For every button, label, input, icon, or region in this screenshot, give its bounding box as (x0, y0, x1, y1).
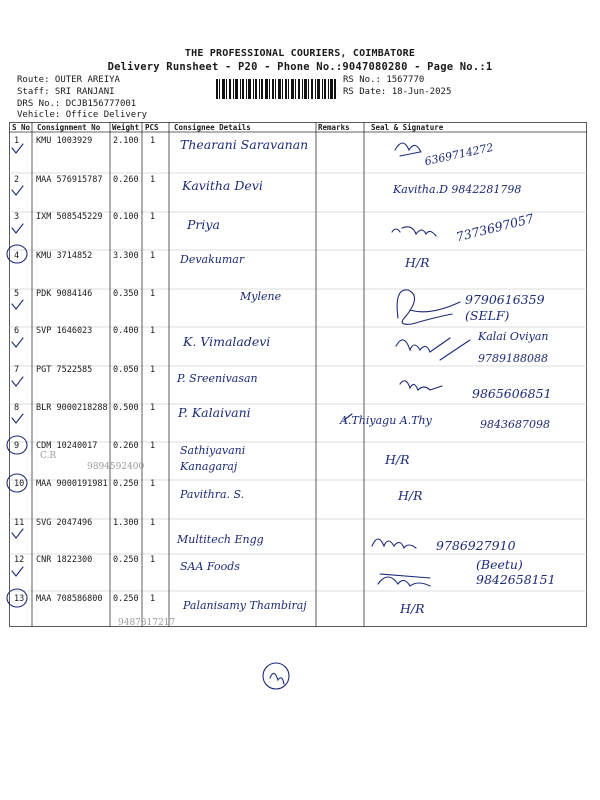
row-weight: 0.350 (113, 289, 139, 299)
col-seal-header: Seal & Signature (371, 123, 444, 132)
row-consignee: Devakumar (180, 253, 245, 266)
row-pcs: 1 (150, 251, 156, 261)
row-weight: 3.300 (113, 251, 139, 261)
row-consignment: SVP 1646023 (36, 326, 93, 336)
route-field: Route: OUTER AREIYA (17, 75, 120, 85)
col-consignment-header: Consignment No (37, 123, 101, 132)
row-pcs: 1 (150, 441, 156, 451)
row-consignment: BLR 9000218288 (36, 403, 108, 413)
row-consignment: IXM 508545229 (36, 212, 103, 222)
row-consignee: Priya (187, 217, 220, 232)
row-pcs: 1 (150, 594, 156, 604)
row-seal-note: Kalai Oviyan 9789188088 (478, 330, 549, 365)
col-consignee-header: Consignee Details (174, 123, 251, 132)
row-seal-note: 9865606851 (472, 386, 552, 401)
row-seal-note: (Beetu) 9842658151 (476, 557, 556, 587)
row-seal-note: Kavitha.D 9842281798 (393, 183, 522, 196)
row-pcs: 1 (150, 555, 156, 565)
row-consignee: K. Vimaladevi (183, 334, 271, 349)
col-pcs-header: PCS (145, 123, 159, 132)
row-consignment: CNR 1822300 (36, 555, 93, 565)
row-sno: 5 (14, 289, 20, 299)
row-pcs: 1 (150, 479, 156, 489)
row-seal-note: H/R (398, 488, 423, 503)
row-weight: 1.300 (113, 518, 139, 528)
row-sno: 9 (14, 441, 20, 451)
row-pcs: 1 (150, 212, 156, 222)
row-consignee: Sathiyavani Kanagaraj (180, 444, 246, 473)
row-seal-note: 9790616359 (SELF) (465, 292, 545, 323)
row-sno: 2 (14, 175, 20, 185)
company-title: THE PROFESSIONAL COURIERS, COIMBATORE (184, 48, 416, 59)
pencil-phone: 9894592400 (87, 462, 145, 472)
row-pcs: 1 (150, 326, 156, 336)
row-pcs: 1 (150, 136, 156, 146)
row-consignee: Pavithra. S. (180, 488, 245, 501)
row-weight: 0.250 (113, 555, 139, 565)
row-consignment: PGT 7522585 (36, 365, 93, 375)
row-pcs: 1 (150, 403, 156, 413)
row-sno: 6 (14, 326, 20, 336)
row-seal-note: H/R (405, 255, 430, 270)
row-consignee: Thearani Saravanan (180, 137, 309, 152)
row-seal-note: H/R (385, 452, 410, 467)
drs-field: DRS No.: DCJB156777001 (17, 99, 137, 109)
row-consignment: MAA 708586800 (36, 594, 103, 604)
row-sno: 8 (14, 403, 20, 413)
row-sno: 4 (14, 251, 20, 261)
row-weight: 0.260 (113, 441, 139, 451)
col-weight-header: Weight (112, 123, 140, 132)
row-weight: 0.100 (113, 212, 139, 222)
rs-no-field: RS No.: 1567770 (343, 75, 425, 85)
row-seal-note: H/R (400, 601, 425, 616)
col-sno-header: S No (12, 123, 31, 132)
row-consignee: Palanisamy Thambiraj (183, 599, 307, 612)
row-sno: 11 (14, 518, 25, 528)
row-consignment: KMU 3714852 (36, 251, 93, 261)
row-weight: 0.500 (113, 403, 139, 413)
row-consignment: MAA 576915787 (36, 175, 103, 185)
row-pcs: 1 (150, 365, 156, 375)
row-consignee: P. Kalaivani (178, 405, 251, 420)
vehicle-field: Vehicle: Office Delivery (17, 110, 148, 120)
rs-date-field: RS Date: 18-Jun-2025 (343, 87, 452, 97)
row-consignment: SVG 2047496 (36, 518, 93, 528)
row-pcs: 1 (150, 518, 156, 528)
staff-field: Staff: SRI RANJANI (17, 87, 115, 97)
row-seal-note: 7373697057 (454, 210, 536, 245)
row-consignee: P. Sreenivasan (177, 372, 258, 385)
row-consignment: PDK 9084146 (36, 289, 93, 299)
row-sno: 7 (14, 365, 20, 375)
row-weight: 0.260 (113, 175, 139, 185)
row-sno: 12 (14, 555, 25, 565)
row-remark: A.Thiyagu A.Thy (340, 414, 432, 427)
row-consignment: MAA 9000191981 (36, 479, 108, 489)
pencil-phone: 9487317217 (118, 618, 176, 628)
col-remarks-header: Remarks (318, 123, 350, 132)
row-pcs: 1 (150, 289, 156, 299)
row-consignment: KMU 1003929 (36, 136, 93, 146)
row-weight: 0.050 (113, 365, 139, 375)
row-sno: 13 (14, 594, 25, 604)
row-seal-note: 6369714272 (423, 140, 495, 169)
row-weight: 2.100 (113, 136, 139, 146)
row-sno: 1 (14, 136, 20, 146)
row-consignee: Kavitha Devi (182, 178, 263, 193)
row-sno: 10 (14, 479, 25, 489)
row-consignment: CDM 10240017 (36, 441, 98, 451)
row-seal-note: 9786927910 (436, 538, 516, 553)
pencil-mark: C.R (40, 451, 57, 461)
row-weight: 0.400 (113, 326, 139, 336)
row-consignee: SAA Foods (180, 560, 240, 573)
row-weight: 0.250 (113, 594, 139, 604)
row-seal-note: 9843687098 (480, 418, 550, 431)
row-pcs: 1 (150, 175, 156, 185)
row-sno: 3 (14, 212, 20, 222)
row-consignee: Mylene (240, 290, 282, 303)
row-weight: 0.250 (113, 479, 139, 489)
row-consignee: Multitech Engg (177, 533, 264, 546)
runsheet-title: Delivery Runsheet - P20 - Phone No.:9047080280 - Page No.:1 (107, 61, 493, 73)
